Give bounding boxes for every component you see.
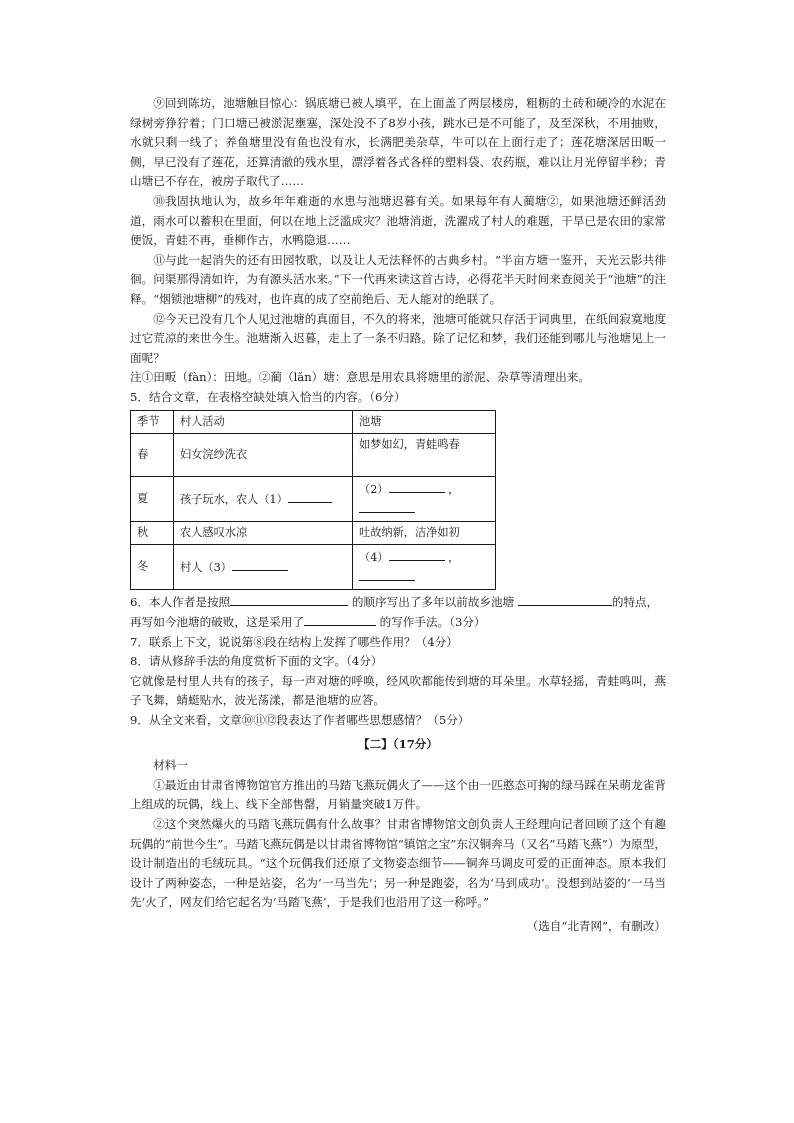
question-5: 5．结合文章，在表格空缺处填入恰当的内容。（6分） — [130, 389, 406, 404]
material-1-label: 材料一 — [153, 758, 188, 773]
table-cell-pond: 如梦如幻，青蛙鸣春 — [353, 433, 496, 476]
question-6-cont — [130, 612, 666, 633]
pond-separator: ， — [448, 482, 460, 496]
paragraph-11: ⑪与此一起消失的还有田园牧歌，以及让人无法释怀的古典乡村。“半亩方塘一鉴开，天光云影共徘徊。问渠那得清如许，为有源头活水来。”下一代再来读这首古诗，必得花半天时间来查阅关于“池塘”的注释。“烟锁池塘柳”的残对，也许真的成了空前绝后、无人能对的绝联了。 — [130, 252, 666, 306]
answer-blank-4a[interactable] — [389, 547, 445, 561]
paragraph-9: ⑨回到陈坊，池塘触目惊心：锅底塘已被人填平，在上面盖了两层楼房，粗粝的土砖和硬冷的水泥在绿树旁狰狞着；门口塘已被淤泥壅塞，深处没不了8岁小孩，跳水已是不可能了，及至深秋，不用抽败，水就只剩一线了；养鱼塘里没有鱼也没有水，长满肥美杂草，牛可以在上面行走了；莲花塘深居田畈一侧，早已没有了莲花，还算清澈的残水里，漂浮着各式各样的塑料袋、农药瓶，难以让月光停留半秒；青山塘已不存在，被房子取代了…… — [130, 96, 666, 189]
table-cell-pond — [353, 476, 496, 521]
table-cell-pond — [353, 544, 496, 589]
table-cell-season: 夏 — [131, 476, 174, 521]
table-cell-season: 秋 — [131, 521, 174, 544]
section-2-heading: 【二】（17分） — [358, 736, 438, 751]
q6-text-d: 再写如今池塘的破败，这是采用了 — [130, 615, 304, 630]
answer-blank-4b[interactable] — [359, 567, 415, 581]
pond-prefix: （4） — [359, 550, 389, 564]
question-6 — [130, 592, 666, 613]
paragraph-10: ⑩我固执地认为，故乡年年难逝的水患与池塘迟暮有关。如果每年有人蔺塘②，如果池塘还鲜活劲道，雨水可以蓄积在里面，何以在地上泛滥成灾？池塘消逝，洗濯成了村人的难题，干旱已是农田的家常便饭，青蛙不再，垂柳作古，水鸭隐退…… — [130, 193, 666, 248]
answer-blank-1[interactable] — [288, 489, 332, 503]
table-header-pond: 池塘 — [353, 410, 496, 433]
season-table — [130, 410, 496, 590]
footnotes: 注①田畈（fàn）：田地。②蔺（lǎn）塘：意思是用农具将塘里的淤泥、杂草等清理出来。 — [130, 370, 590, 385]
table-cell-activity: 妇女浣纱洗衣 — [174, 433, 353, 476]
table-row — [131, 433, 496, 476]
answer-blank-2b[interactable] — [359, 499, 415, 513]
q6-blank-3[interactable] — [304, 612, 376, 626]
material-1-paragraph-2: ②这个突然爆火的马踏飞燕玩偶有什么故事？甘肃省博物馆文创负责人王经理向记者回顾了这个有趣玩偶的“前世今生”。马踏飞燕玩偶是以甘肃省博物馆“镇馆之宝”东汉铜奔马（又名“马踏飞燕”）为原型，设计制造出的毛绒玩具。“这个玩偶我们还原了文物姿态细节——铜奔马调皮可爱的正面神态。原本我们设计了两种姿态，一种是站姿，名为‘一马当先’；另一种是跑姿，名为‘马到成功’。没想到站姿的‘一马当先’火了，网友们给它起名为‘马踏飞燕’，于是我们也沿用了这一称呼。” — [130, 817, 666, 910]
question-8-quote: 它就像是村里人共有的孩子，每一声对塘的呼唤，经风吹都能传到塘的耳朵里。水草轻摇，青蛙鸣叫，燕子飞舞，蜻蜓贴水，波光荡漾，都是池塘的应答。 — [130, 673, 666, 708]
table-row — [131, 521, 496, 544]
activity-text: 孩子玩水，农人（1） — [180, 492, 288, 506]
table-cell-activity — [174, 544, 353, 589]
material-1-paragraph-1: ①最近由甘肃省博物馆官方推出的马踏飞燕玩偶火了——这个由一匹憨态可掬的绿马踩在呆萌龙雀背上组成的玩偶，线上、线下全部售罄，月销量突破1万件。 — [130, 777, 666, 812]
table-cell-pond: 吐故纳新，洁净如初 — [353, 521, 496, 544]
q6-text-a: 6．本人作者是按照 — [130, 594, 231, 609]
q6-text-e: 的写作手法。（3分） — [379, 615, 486, 630]
q6-blank-1[interactable] — [230, 592, 348, 606]
activity-text: 村人（3） — [180, 560, 232, 574]
pond-separator: ， — [448, 550, 460, 564]
source-citation: （选自“北青网”，有删改） — [526, 919, 666, 933]
table-cell-activity — [174, 476, 353, 521]
q6-text-c: 的特点， — [611, 594, 659, 609]
q6-text-b: 的顺序写出了多年以前故乡池塘 — [351, 594, 515, 609]
answer-blank-3[interactable] — [232, 557, 288, 571]
answer-blank-2a[interactable] — [389, 479, 445, 493]
question-7: 7．联系上下文，说说第⑧段在结构上发挥了哪些作用？（4分） — [130, 634, 458, 649]
question-9: 9．从全文来看，文章⑩⑪⑫段表达了作者哪些思想感情？（5分） — [130, 713, 470, 728]
question-8: 8．请从修辞手法的角度赏析下面的文字。（4分） — [130, 654, 383, 669]
paragraph-12: ⑫今天已没有几个人见过池塘的真面目，不久的将来，池塘可能就只存活于词典里，在纸间寂寞地度过它荒凉的来世今生。池塘渐入迟暮，走上了一条不归路。除了记忆和梦，我们还能到哪儿与池塘见上一面呢？ — [130, 311, 666, 365]
table-header-season: 季节 — [131, 410, 174, 433]
table-row — [131, 476, 496, 521]
table-header-row — [131, 410, 496, 433]
table-header-activity: 村人活动 — [174, 410, 353, 433]
table-row — [131, 544, 496, 589]
pond-prefix: （2） — [359, 482, 389, 496]
exam-page — [130, 94, 666, 937]
table-cell-activity: 农人感叹水凉 — [174, 521, 353, 544]
table-cell-season: 冬 — [131, 544, 174, 589]
q6-blank-2[interactable] — [518, 592, 612, 606]
table-cell-season: 春 — [131, 433, 174, 476]
